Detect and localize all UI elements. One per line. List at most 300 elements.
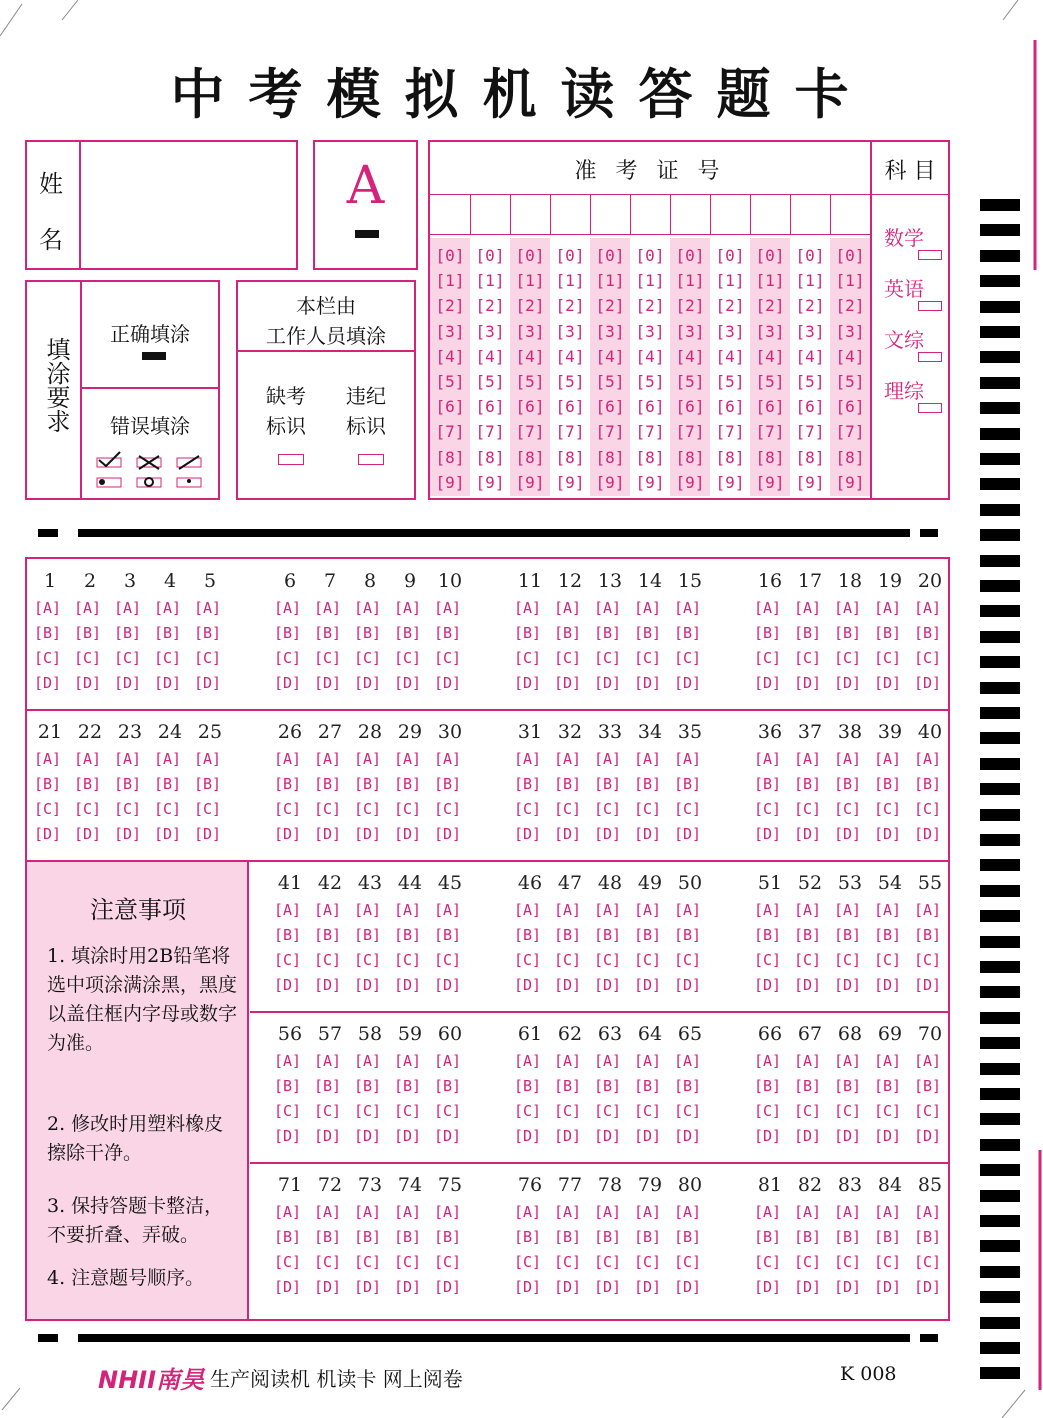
option-bubble[interactable]: [C]	[554, 649, 582, 667]
option-bubble[interactable]: [B]	[874, 624, 902, 642]
id-digit-bubble[interactable]: [7]	[795, 422, 825, 442]
option-bubble[interactable]: [C]	[154, 800, 182, 818]
option-bubble[interactable]: [D]	[634, 1127, 662, 1145]
option-bubble[interactable]: [B]	[554, 1077, 582, 1095]
option-bubble[interactable]: [A]	[914, 599, 942, 617]
option-bubble[interactable]: [A]	[314, 1203, 342, 1221]
option-bubble[interactable]: [C]	[594, 1253, 622, 1271]
option-bubble[interactable]: [C]	[394, 800, 422, 818]
option-bubble[interactable]: [D]	[554, 1127, 582, 1145]
option-bubble[interactable]: [B]	[314, 1228, 342, 1246]
option-bubble[interactable]: [B]	[514, 1077, 542, 1095]
id-digit-bubble[interactable]: [7]	[755, 422, 785, 442]
id-digit-bubble[interactable]: [3]	[795, 321, 825, 341]
option-bubble[interactable]: [C]	[274, 1102, 302, 1120]
option-bubble[interactable]: [B]	[634, 926, 662, 944]
option-bubble[interactable]: [B]	[794, 926, 822, 944]
option-bubble[interactable]: [B]	[514, 1228, 542, 1246]
option-bubble[interactable]: [B]	[834, 1077, 862, 1095]
option-bubble[interactable]: [D]	[674, 1278, 702, 1296]
id-digit-bubble[interactable]: [3]	[635, 321, 665, 341]
option-bubble[interactable]: [A]	[154, 750, 182, 768]
id-digit-bubble[interactable]: [0]	[835, 246, 865, 265]
id-digit-bubble[interactable]: [6]	[475, 397, 505, 417]
option-bubble[interactable]: [C]	[434, 1102, 462, 1120]
option-bubble[interactable]: [B]	[794, 775, 822, 793]
id-digit-bubble[interactable]: [2]	[795, 296, 825, 316]
id-digit-bubble[interactable]: [6]	[595, 397, 625, 417]
id-digit-bubble[interactable]: [0]	[755, 246, 785, 265]
id-digit-bubble[interactable]: [4]	[635, 346, 665, 366]
option-bubble[interactable]: [B]	[754, 1228, 782, 1246]
option-bubble[interactable]: [D]	[394, 1127, 422, 1145]
option-bubble[interactable]: [B]	[354, 1228, 382, 1246]
option-bubble[interactable]: [D]	[114, 825, 142, 843]
option-bubble[interactable]: [D]	[34, 825, 62, 843]
option-bubble[interactable]: [A]	[194, 750, 222, 768]
id-digit-bubble[interactable]: [0]	[515, 246, 545, 265]
option-bubble[interactable]: [C]	[314, 800, 342, 818]
id-digit-bubble[interactable]: [8]	[555, 447, 585, 467]
option-bubble[interactable]: [D]	[314, 1127, 342, 1145]
id-digit-bubble[interactable]: [5]	[795, 372, 825, 391]
option-bubble[interactable]: [D]	[394, 976, 422, 994]
option-bubble[interactable]: [D]	[514, 1278, 542, 1296]
option-bubble[interactable]: [A]	[674, 901, 702, 919]
option-bubble[interactable]: [C]	[554, 800, 582, 818]
option-bubble[interactable]: [B]	[874, 926, 902, 944]
option-bubble[interactable]: [C]	[674, 951, 702, 969]
id-digit-bubble[interactable]: [7]	[555, 422, 585, 442]
option-bubble[interactable]: [B]	[434, 775, 462, 793]
option-bubble[interactable]: [C]	[674, 800, 702, 818]
option-bubble[interactable]: [A]	[754, 901, 782, 919]
id-digit-bubble[interactable]: [1]	[835, 271, 865, 291]
option-bubble[interactable]: [D]	[914, 1127, 942, 1145]
id-digit-bubble[interactable]: [9]	[595, 472, 625, 492]
id-digit-bubble[interactable]: [3]	[835, 321, 865, 341]
option-bubble[interactable]: [D]	[594, 825, 622, 843]
option-bubble[interactable]: [A]	[554, 599, 582, 617]
option-bubble[interactable]: [B]	[874, 1228, 902, 1246]
option-bubble[interactable]: [D]	[594, 1127, 622, 1145]
option-bubble[interactable]: [A]	[554, 750, 582, 768]
option-bubble[interactable]: [B]	[274, 1228, 302, 1246]
option-bubble[interactable]: [B]	[274, 1077, 302, 1095]
option-bubble[interactable]: [D]	[594, 1278, 622, 1296]
option-bubble[interactable]: [B]	[554, 775, 582, 793]
option-bubble[interactable]: [D]	[354, 976, 382, 994]
id-digit-bubble[interactable]: [6]	[435, 397, 465, 417]
option-bubble[interactable]: [B]	[314, 1077, 342, 1095]
id-digit-bubble[interactable]: [8]	[715, 447, 745, 467]
id-digit-bubble[interactable]: [5]	[835, 372, 865, 391]
option-bubble[interactable]: [B]	[874, 1077, 902, 1095]
option-bubble[interactable]: [B]	[914, 624, 942, 642]
option-bubble[interactable]: [D]	[794, 825, 822, 843]
option-bubble[interactable]: [C]	[754, 649, 782, 667]
id-digit-bubble[interactable]: [1]	[755, 271, 785, 291]
id-digit-bubble[interactable]: [6]	[715, 397, 745, 417]
id-digit-bubble[interactable]: [4]	[595, 346, 625, 366]
option-bubble[interactable]: [C]	[354, 649, 382, 667]
option-bubble[interactable]: [A]	[514, 750, 542, 768]
option-bubble[interactable]: [A]	[794, 750, 822, 768]
id-digit-bubble[interactable]: [6]	[795, 397, 825, 417]
option-bubble[interactable]: [A]	[74, 750, 102, 768]
option-bubble[interactable]: [B]	[754, 624, 782, 642]
id-digit-bubble[interactable]: [1]	[795, 271, 825, 291]
option-bubble[interactable]: [A]	[354, 599, 382, 617]
option-bubble[interactable]: [B]	[834, 1228, 862, 1246]
id-digit-bubble[interactable]: [6]	[555, 397, 585, 417]
id-digit-bubble[interactable]: [8]	[675, 447, 705, 467]
id-digit-bubble[interactable]: [2]	[715, 296, 745, 316]
option-bubble[interactable]: [D]	[114, 674, 142, 692]
option-bubble[interactable]: [C]	[834, 1102, 862, 1120]
option-bubble[interactable]: [C]	[874, 1102, 902, 1120]
option-bubble[interactable]: [B]	[34, 624, 62, 642]
option-bubble[interactable]: [C]	[274, 800, 302, 818]
id-digit-bubble[interactable]: [1]	[595, 271, 625, 291]
option-bubble[interactable]: [C]	[314, 649, 342, 667]
id-digit-bubble[interactable]: [3]	[755, 321, 785, 341]
option-bubble[interactable]: [A]	[914, 1052, 942, 1070]
id-digit-bubble[interactable]: [7]	[715, 422, 745, 442]
option-bubble[interactable]: [D]	[74, 825, 102, 843]
id-digit-bubble[interactable]: [7]	[595, 422, 625, 442]
id-digit-bubble[interactable]: [9]	[635, 472, 665, 492]
id-digit-bubble[interactable]: [3]	[715, 321, 745, 341]
option-bubble[interactable]: [B]	[314, 624, 342, 642]
option-bubble[interactable]: [D]	[634, 1278, 662, 1296]
option-bubble[interactable]: [D]	[554, 674, 582, 692]
id-digit-bubble[interactable]: [2]	[555, 296, 585, 316]
option-bubble[interactable]: [B]	[874, 775, 902, 793]
option-bubble[interactable]: [B]	[594, 1228, 622, 1246]
option-bubble[interactable]: [D]	[754, 1127, 782, 1145]
option-bubble[interactable]: [C]	[354, 1102, 382, 1120]
id-digit-bubble[interactable]: [1]	[675, 271, 705, 291]
option-bubble[interactable]: [A]	[874, 1203, 902, 1221]
id-digit-bubble[interactable]: [1]	[715, 271, 745, 291]
option-bubble[interactable]: [A]	[794, 599, 822, 617]
option-bubble[interactable]: [A]	[354, 901, 382, 919]
option-bubble[interactable]: [B]	[194, 624, 222, 642]
option-bubble[interactable]: [C]	[434, 649, 462, 667]
option-bubble[interactable]: [B]	[594, 624, 622, 642]
option-bubble[interactable]: [C]	[874, 951, 902, 969]
option-bubble[interactable]: [D]	[514, 1127, 542, 1145]
option-bubble[interactable]: [C]	[634, 800, 662, 818]
id-digit-bubble[interactable]: [8]	[595, 447, 625, 467]
option-bubble[interactable]: [A]	[754, 599, 782, 617]
option-bubble[interactable]: [D]	[274, 674, 302, 692]
option-bubble[interactable]: [C]	[554, 1102, 582, 1120]
option-bubble[interactable]: [B]	[634, 775, 662, 793]
id-digit-bubble[interactable]: [0]	[475, 246, 505, 265]
violation-bubble[interactable]	[358, 454, 384, 465]
option-bubble[interactable]: [A]	[514, 901, 542, 919]
option-bubble[interactable]: [D]	[274, 1278, 302, 1296]
option-bubble[interactable]: [C]	[594, 649, 622, 667]
option-bubble[interactable]: [D]	[434, 825, 462, 843]
option-bubble[interactable]: [D]	[674, 825, 702, 843]
option-bubble[interactable]: [A]	[834, 1052, 862, 1070]
option-bubble[interactable]: [D]	[274, 976, 302, 994]
option-bubble[interactable]: [B]	[754, 775, 782, 793]
option-bubble[interactable]: [B]	[354, 775, 382, 793]
option-bubble[interactable]: [D]	[594, 674, 622, 692]
option-bubble[interactable]: [A]	[354, 1203, 382, 1221]
option-bubble[interactable]: [D]	[554, 825, 582, 843]
option-bubble[interactable]: [D]	[434, 674, 462, 692]
option-bubble[interactable]: [A]	[314, 901, 342, 919]
option-bubble[interactable]: [D]	[274, 1127, 302, 1145]
option-bubble[interactable]: [A]	[594, 901, 622, 919]
option-bubble[interactable]: [C]	[794, 951, 822, 969]
option-bubble[interactable]: [C]	[74, 800, 102, 818]
option-bubble[interactable]: [B]	[674, 624, 702, 642]
option-bubble[interactable]: [C]	[114, 649, 142, 667]
option-bubble[interactable]: [B]	[74, 624, 102, 642]
option-bubble[interactable]: [B]	[274, 624, 302, 642]
option-bubble[interactable]: [B]	[794, 1228, 822, 1246]
option-bubble[interactable]: [A]	[634, 901, 662, 919]
option-bubble[interactable]: [D]	[834, 825, 862, 843]
option-bubble[interactable]: [C]	[634, 649, 662, 667]
name-field[interactable]	[83, 146, 293, 264]
option-bubble[interactable]: [B]	[434, 1077, 462, 1095]
id-digit-bubble[interactable]: [3]	[435, 321, 465, 341]
subject-bubble[interactable]	[918, 250, 942, 260]
option-bubble[interactable]: [A]	[794, 1203, 822, 1221]
option-bubble[interactable]: [D]	[434, 1127, 462, 1145]
option-bubble[interactable]: [A]	[914, 901, 942, 919]
option-bubble[interactable]: [D]	[914, 1278, 942, 1296]
id-digit-bubble[interactable]: [8]	[435, 447, 465, 467]
option-bubble[interactable]: [B]	[594, 1077, 622, 1095]
option-bubble[interactable]: [C]	[874, 649, 902, 667]
id-digit-bubble[interactable]: [9]	[715, 472, 745, 492]
id-digit-bubble[interactable]: [3]	[515, 321, 545, 341]
option-bubble[interactable]: [C]	[674, 1102, 702, 1120]
option-bubble[interactable]: [A]	[834, 599, 862, 617]
option-bubble[interactable]: [D]	[594, 976, 622, 994]
id-digit-bubble[interactable]: [5]	[715, 372, 745, 391]
option-bubble[interactable]: [A]	[594, 599, 622, 617]
option-bubble[interactable]: [C]	[914, 800, 942, 818]
option-bubble[interactable]: [C]	[434, 951, 462, 969]
id-digit-bubble[interactable]: [2]	[435, 296, 465, 316]
id-digit-bubble[interactable]: [2]	[755, 296, 785, 316]
option-bubble[interactable]: [D]	[394, 825, 422, 843]
option-bubble[interactable]: [A]	[274, 750, 302, 768]
option-bubble[interactable]: [D]	[274, 825, 302, 843]
option-bubble[interactable]: [A]	[754, 1052, 782, 1070]
option-bubble[interactable]: [A]	[114, 599, 142, 617]
option-bubble[interactable]: [C]	[874, 1253, 902, 1271]
id-digit-bubble[interactable]: [0]	[555, 246, 585, 265]
option-bubble[interactable]: [D]	[514, 976, 542, 994]
option-bubble[interactable]: [A]	[874, 599, 902, 617]
option-bubble[interactable]: [D]	[674, 1127, 702, 1145]
option-bubble[interactable]: [A]	[394, 1052, 422, 1070]
option-bubble[interactable]: [C]	[914, 1253, 942, 1271]
id-digit-bubble[interactable]: [8]	[835, 447, 865, 467]
option-bubble[interactable]: [C]	[754, 1102, 782, 1120]
option-bubble[interactable]: [A]	[634, 750, 662, 768]
option-bubble[interactable]: [D]	[394, 1278, 422, 1296]
option-bubble[interactable]: [B]	[354, 1077, 382, 1095]
option-bubble[interactable]: [B]	[914, 775, 942, 793]
option-bubble[interactable]: [A]	[754, 750, 782, 768]
option-bubble[interactable]: [A]	[594, 1203, 622, 1221]
option-bubble[interactable]: [B]	[154, 775, 182, 793]
option-bubble[interactable]: [B]	[554, 926, 582, 944]
id-digit-bubble[interactable]: [4]	[555, 346, 585, 366]
subject-bubble[interactable]	[918, 352, 942, 362]
id-digit-bubble[interactable]: [1]	[555, 271, 585, 291]
option-bubble[interactable]: [B]	[434, 624, 462, 642]
option-bubble[interactable]: [B]	[834, 624, 862, 642]
id-digit-bubble[interactable]: [9]	[555, 472, 585, 492]
option-bubble[interactable]: [C]	[754, 800, 782, 818]
option-bubble[interactable]: [B]	[914, 1228, 942, 1246]
id-digit-bubble[interactable]: [7]	[475, 422, 505, 442]
option-bubble[interactable]: [A]	[874, 1052, 902, 1070]
option-bubble[interactable]: [C]	[154, 649, 182, 667]
id-digit-bubble[interactable]: [2]	[675, 296, 705, 316]
option-bubble[interactable]: [D]	[354, 1127, 382, 1145]
option-bubble[interactable]: [D]	[314, 1278, 342, 1296]
option-bubble[interactable]: [A]	[434, 901, 462, 919]
option-bubble[interactable]: [C]	[754, 1253, 782, 1271]
option-bubble[interactable]: [D]	[314, 976, 342, 994]
option-bubble[interactable]: [D]	[834, 674, 862, 692]
id-digit-bubble[interactable]: [1]	[475, 271, 505, 291]
option-bubble[interactable]: [D]	[314, 674, 342, 692]
option-bubble[interactable]: [D]	[874, 976, 902, 994]
option-bubble[interactable]: [D]	[194, 674, 222, 692]
id-digit-bubble[interactable]: [7]	[675, 422, 705, 442]
option-bubble[interactable]: [B]	[914, 926, 942, 944]
option-bubble[interactable]: [D]	[194, 825, 222, 843]
option-bubble[interactable]: [B]	[514, 926, 542, 944]
option-bubble[interactable]: [B]	[394, 1077, 422, 1095]
option-bubble[interactable]: [D]	[634, 674, 662, 692]
id-digit-bubble[interactable]: [3]	[675, 321, 705, 341]
id-digit-bubble[interactable]: [8]	[755, 447, 785, 467]
option-bubble[interactable]: [C]	[554, 1253, 582, 1271]
option-bubble[interactable]: [D]	[354, 674, 382, 692]
option-bubble[interactable]: [B]	[274, 926, 302, 944]
option-bubble[interactable]: [A]	[554, 1203, 582, 1221]
version-bubble[interactable]	[355, 230, 379, 238]
option-bubble[interactable]: [C]	[834, 1253, 862, 1271]
option-bubble[interactable]: [A]	[434, 750, 462, 768]
option-bubble[interactable]: [C]	[514, 1102, 542, 1120]
option-bubble[interactable]: [A]	[274, 599, 302, 617]
option-bubble[interactable]: [B]	[394, 926, 422, 944]
id-digit-bubble[interactable]: [8]	[515, 447, 545, 467]
option-bubble[interactable]: [D]	[834, 1278, 862, 1296]
option-bubble[interactable]: [D]	[874, 825, 902, 843]
option-bubble[interactable]: [C]	[394, 649, 422, 667]
option-bubble[interactable]: [D]	[354, 825, 382, 843]
option-bubble[interactable]: [A]	[514, 599, 542, 617]
id-digit-bubble[interactable]: [6]	[635, 397, 665, 417]
option-bubble[interactable]: [C]	[434, 800, 462, 818]
option-bubble[interactable]: [A]	[34, 750, 62, 768]
option-bubble[interactable]: [B]	[514, 624, 542, 642]
option-bubble[interactable]: [A]	[314, 750, 342, 768]
option-bubble[interactable]: [B]	[354, 624, 382, 642]
option-bubble[interactable]: [C]	[594, 800, 622, 818]
id-digit-bubble[interactable]: [3]	[555, 321, 585, 341]
option-bubble[interactable]: [C]	[314, 1253, 342, 1271]
option-bubble[interactable]: [A]	[154, 599, 182, 617]
option-bubble[interactable]: [D]	[554, 976, 582, 994]
option-bubble[interactable]: [B]	[194, 775, 222, 793]
id-digit-bubble[interactable]: [9]	[475, 472, 505, 492]
id-digit-bubble[interactable]: [2]	[475, 296, 505, 316]
option-bubble[interactable]: [B]	[314, 775, 342, 793]
option-bubble[interactable]: [A]	[834, 750, 862, 768]
option-bubble[interactable]: [B]	[674, 1077, 702, 1095]
option-bubble[interactable]: [C]	[594, 1102, 622, 1120]
option-bubble[interactable]: [C]	[914, 1102, 942, 1120]
option-bubble[interactable]: [D]	[874, 1278, 902, 1296]
id-digit-bubble[interactable]: [9]	[835, 472, 865, 492]
id-digit-bubble[interactable]: [2]	[635, 296, 665, 316]
option-bubble[interactable]: [A]	[314, 599, 342, 617]
id-digit-bubble[interactable]: [2]	[515, 296, 545, 316]
option-bubble[interactable]: [C]	[834, 649, 862, 667]
option-bubble[interactable]: [A]	[554, 1052, 582, 1070]
option-bubble[interactable]: [C]	[914, 951, 942, 969]
id-digit-bubble[interactable]: [6]	[755, 397, 785, 417]
option-bubble[interactable]: [C]	[274, 951, 302, 969]
option-bubble[interactable]: [B]	[434, 1228, 462, 1246]
option-bubble[interactable]: [D]	[34, 674, 62, 692]
option-bubble[interactable]: [A]	[434, 1203, 462, 1221]
id-digit-bubble[interactable]: [8]	[795, 447, 825, 467]
option-bubble[interactable]: [A]	[674, 1203, 702, 1221]
option-bubble[interactable]: [C]	[354, 1253, 382, 1271]
id-digit-bubble[interactable]: [5]	[555, 372, 585, 391]
option-bubble[interactable]: [A]	[554, 901, 582, 919]
option-bubble[interactable]: [C]	[354, 800, 382, 818]
option-bubble[interactable]: [C]	[394, 1253, 422, 1271]
id-digit-bubble[interactable]: [9]	[435, 472, 465, 492]
option-bubble[interactable]: [C]	[354, 951, 382, 969]
option-bubble[interactable]: [D]	[554, 1278, 582, 1296]
option-bubble[interactable]: [A]	[834, 1203, 862, 1221]
option-bubble[interactable]: [D]	[634, 976, 662, 994]
option-bubble[interactable]: [D]	[394, 674, 422, 692]
option-bubble[interactable]: [D]	[754, 976, 782, 994]
id-digit-bubble[interactable]: [6]	[835, 397, 865, 417]
option-bubble[interactable]: [B]	[394, 624, 422, 642]
option-bubble[interactable]: [C]	[314, 951, 342, 969]
option-bubble[interactable]: [C]	[594, 951, 622, 969]
option-bubble[interactable]: [D]	[834, 1127, 862, 1145]
option-bubble[interactable]: [C]	[794, 1253, 822, 1271]
option-bubble[interactable]: [D]	[794, 674, 822, 692]
option-bubble[interactable]: [A]	[634, 1052, 662, 1070]
option-bubble[interactable]: [D]	[154, 825, 182, 843]
